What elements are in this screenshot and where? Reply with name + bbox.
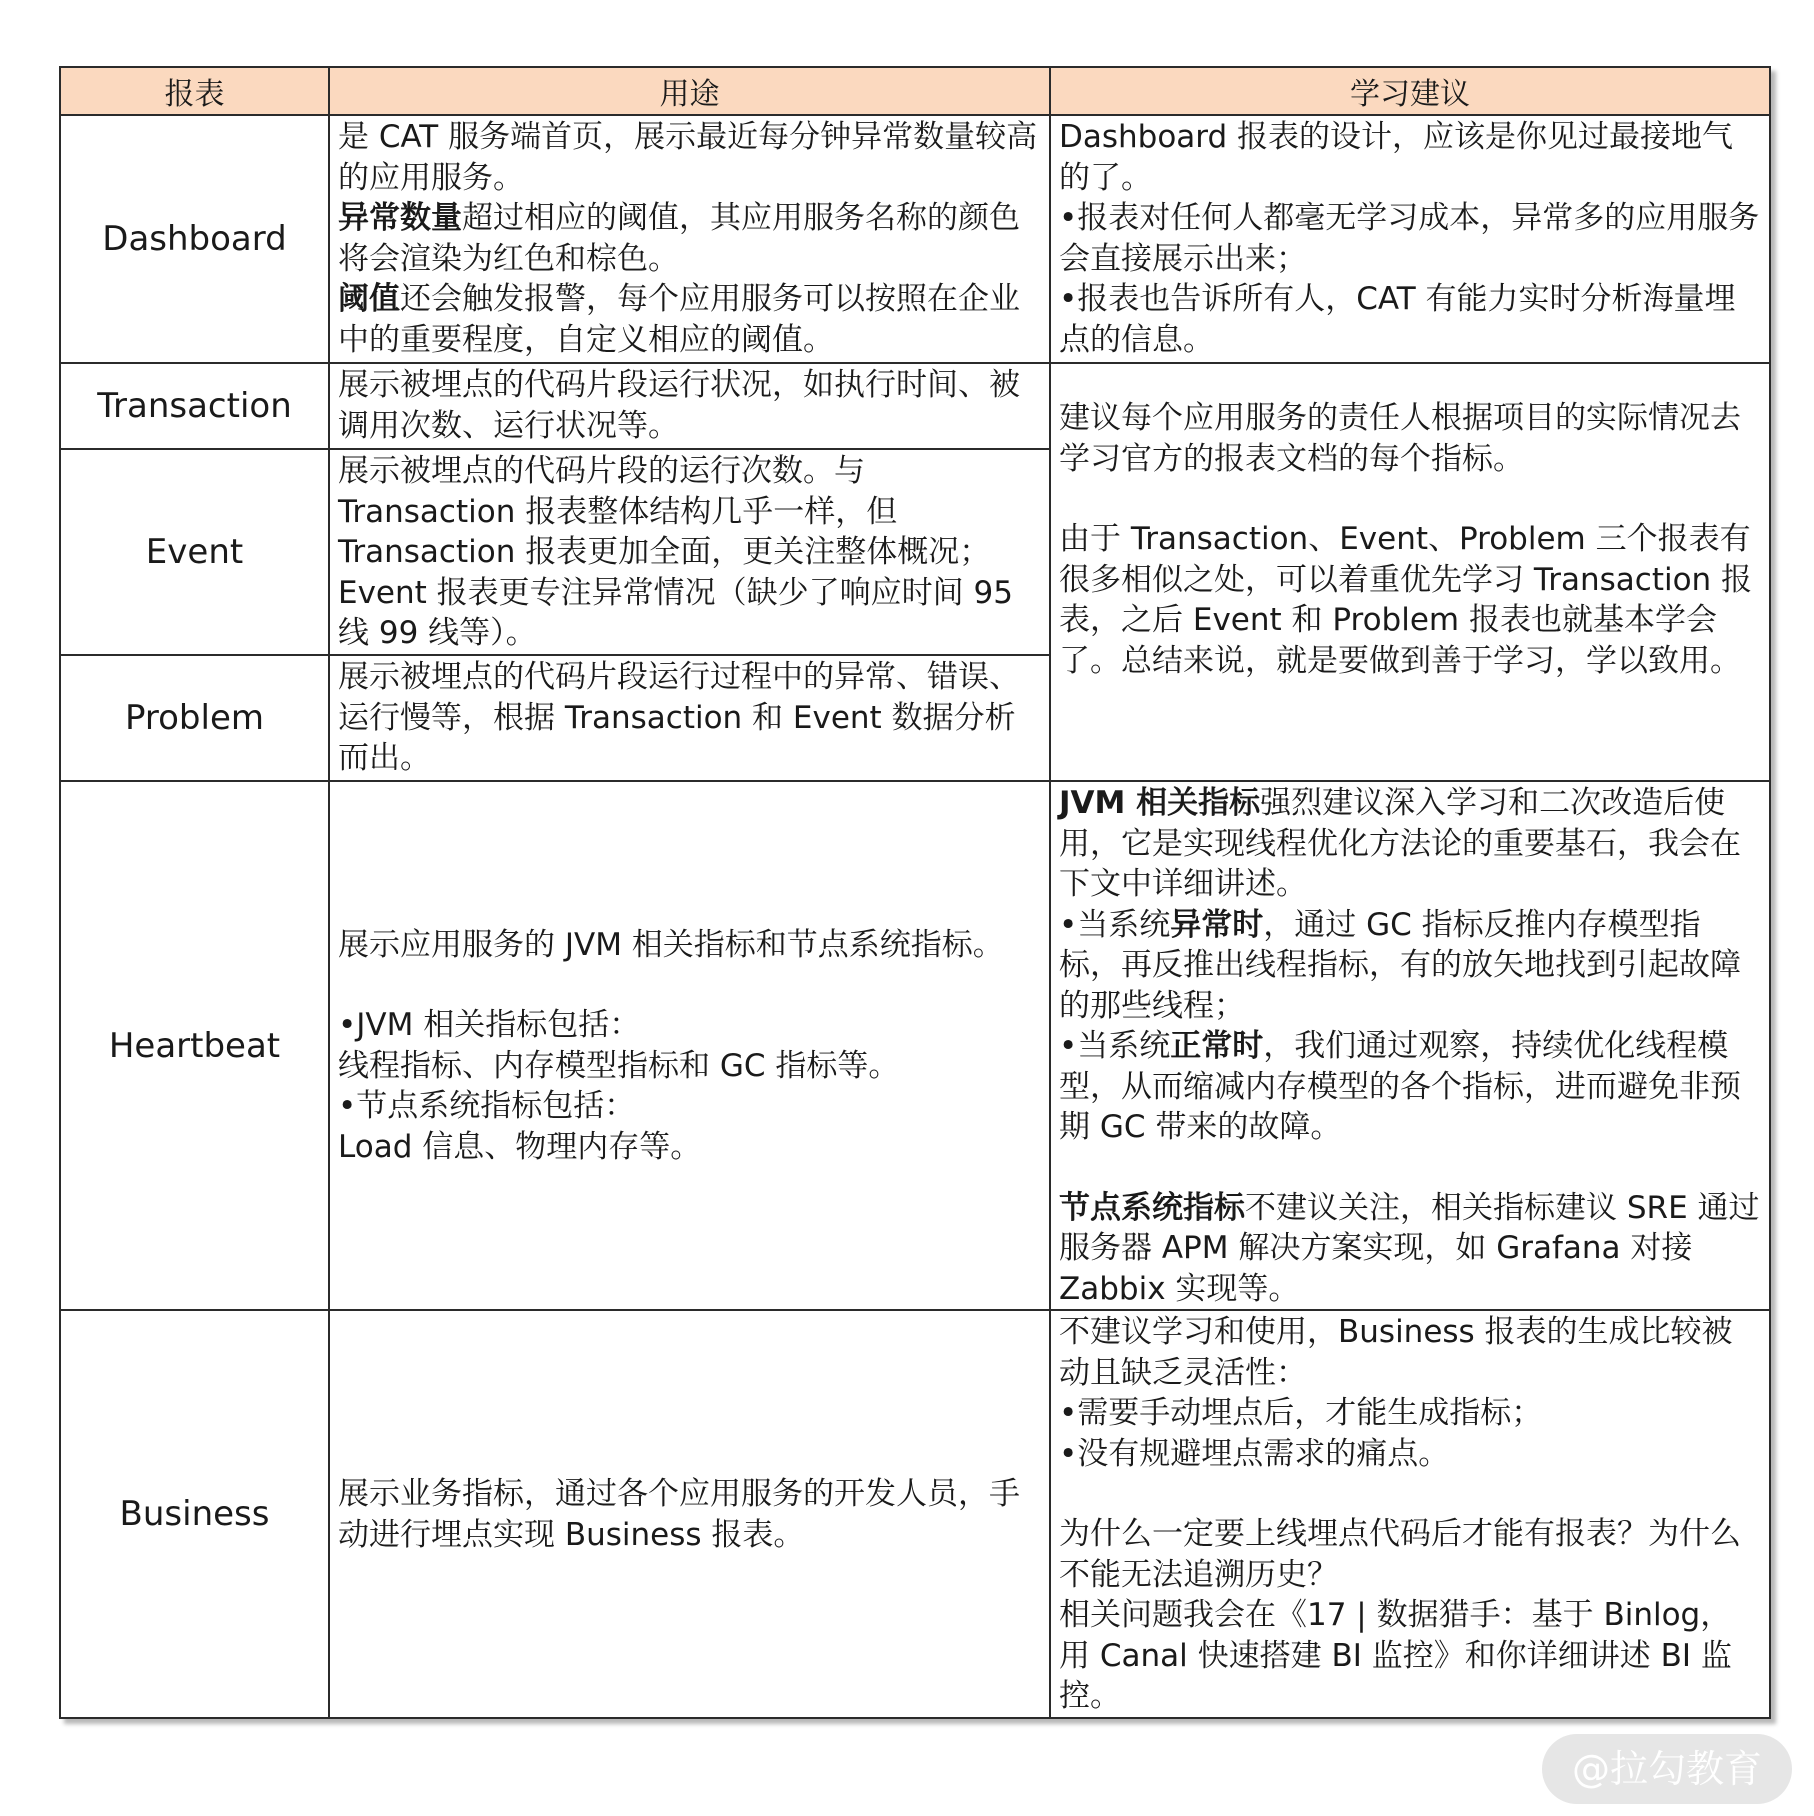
advice-dashboard-p2: •报表对任何人都毫无学习成本，异常多的应用服务会直接展示出来； bbox=[1059, 200, 1760, 277]
report-name-dashboard: Dashboard bbox=[60, 115, 329, 363]
advice-business-p5: 相关问题我会在《17 | 数据猎手：基于 Binlog，用 Canal 快速搭建 BI 监控》和你详细讲述 BI 监控。 bbox=[1059, 1597, 1732, 1714]
usage-transaction: 展示被埋点的代码片段运行状况，如执行时间、被调用次数、运行状况等。 bbox=[329, 363, 1050, 449]
advice-heartbeat-p2: •当系统异常时，通过 GC 指标反推内存模型指标，再反推出线程指标，有的放矢地找到引起故障的那些线程； bbox=[1059, 906, 1741, 1024]
bold-abnormal-count: 异常数量 bbox=[338, 200, 462, 236]
usage-dashboard-p2: 异常数量超过相应的阈值，其应用服务名称的颜色将会渲染为红色和棕色。 bbox=[338, 200, 1020, 277]
group-advice-p1: 建议每个应用服务的责任人根据项目的实际情况去学习官方的报表文档的每个指标。 bbox=[1059, 400, 1741, 477]
table-row-dashboard bbox=[60, 115, 1770, 363]
report-name-heartbeat: Heartbeat bbox=[60, 781, 329, 1310]
usage-dashboard-p1: 是 CAT 服务端首页，展示最近每分钟异常数量较高的应用服务。 bbox=[338, 119, 1038, 196]
usage-business: 展示业务指标，通过各个应用服务的开发人员，手动进行埋点实现 Business 报表。 bbox=[329, 1310, 1050, 1718]
advice-business-p2: •需要手动埋点后，才能生成指标； bbox=[1059, 1395, 1543, 1431]
bold-node-metrics: 节点系统指标 bbox=[1059, 1189, 1245, 1226]
usage-event bbox=[329, 449, 1050, 655]
table-row-heartbeat bbox=[60, 781, 1770, 1310]
header-report: 报表 bbox=[60, 67, 329, 115]
header-row bbox=[60, 67, 1770, 115]
usage-dashboard bbox=[329, 115, 1050, 363]
report-name-transaction: Transaction bbox=[60, 363, 329, 449]
bold-threshold: 阈值 bbox=[338, 281, 400, 317]
usage-event-p2: Event 报表更专注异常情况（缺少了响应时间 95 线 99 线等）。 bbox=[338, 574, 1023, 651]
advice-transaction-event-problem bbox=[1050, 363, 1770, 781]
usage-heartbeat-p5: Load 信息、物理内存等。 bbox=[338, 1128, 702, 1165]
table-row-business bbox=[60, 1310, 1770, 1718]
group-advice-p2: 由于 Transaction、Event、Problem 三个报表有很多相似之处，可以着重优先学习 Transaction 报表，之后 Event 和 Problem 报表也就基本学会了。总结来说，就是要做到善于学习，学以致用。 bbox=[1059, 521, 1753, 679]
watermark: @拉勾教育 bbox=[1542, 1734, 1792, 1804]
bold-abnormal-time: 异常时 bbox=[1170, 906, 1264, 943]
advice-heartbeat-p4: 节点系统指标不建议关注，相关指标建议 SRE 通过服务器 APM 解决方案实现，如 Grafana 对接 Zabbix 实现等。 bbox=[1059, 1189, 1760, 1307]
report-table bbox=[59, 66, 1771, 1719]
advice-business-p3: •没有规避埋点需求的痛点。 bbox=[1059, 1435, 1450, 1472]
header-advice: 学习建议 bbox=[1050, 67, 1770, 115]
advice-dashboard-p1: Dashboard 报表的设计，应该是你见过最接地气的了。 bbox=[1059, 119, 1734, 196]
usage-problem: 展示被埋点的代码片段运行过程中的异常、错误、运行慢等，根据 Transaction 和 Event 数据分析而出。 bbox=[329, 655, 1050, 781]
advice-heartbeat-p3: •当系统正常时，我们通过观察，持续优化线程模型，从而缩减内存模型的各个指标，进而避免非预期 GC 带来的故障。 bbox=[1059, 1028, 1741, 1145]
report-name-business: Business bbox=[60, 1310, 329, 1718]
bold-normal-time: 正常时 bbox=[1170, 1028, 1264, 1064]
advice-business-p1: 不建议学习和使用，Business 报表的生成比较被动且缺乏灵活性： bbox=[1059, 1314, 1733, 1391]
advice-dashboard-p3: •报表也告诉所有人，CAT 有能力实时分析海量埋点的信息。 bbox=[1059, 281, 1736, 358]
usage-event-p1: 展示被埋点的代码片段的运行次数。与 Transaction 报表整体结构几乎一样，但 Transaction 报表更加全面，更关注整体概况； bbox=[338, 453, 991, 570]
bold-jvm-metrics: JVM 相关指标 bbox=[1059, 785, 1261, 821]
advice-business-p4: 为什么一定要上线埋点代码后才能有报表？为什么不能无法追溯历史？ bbox=[1059, 1516, 1741, 1593]
report-name-event: Event bbox=[60, 449, 329, 655]
usage-heartbeat-p3: 线程指标、内存模型指标和 GC 指标等。 bbox=[338, 1047, 900, 1084]
advice-business bbox=[1050, 1310, 1770, 1718]
usage-heartbeat-p4: •节点系统指标包括： bbox=[338, 1088, 636, 1125]
advice-dashboard bbox=[1050, 115, 1770, 363]
table-row-transaction bbox=[60, 363, 1770, 449]
usage-heartbeat-p1: 展示应用服务的 JVM 相关指标和节点系统指标。 bbox=[338, 926, 1004, 963]
header-usage: 用途 bbox=[329, 67, 1050, 115]
advice-heartbeat bbox=[1050, 781, 1770, 1310]
usage-dashboard-p3: 阈值还会触发报警，每个应用服务可以按照在企业中的重要程度，自定义相应的阈值。 bbox=[338, 281, 1020, 358]
usage-heartbeat bbox=[329, 781, 1050, 1310]
advice-heartbeat-p1: JVM 相关指标强烈建议深入学习和二次改造后使用，它是实现线程优化方法论的重要基石，我会在下文中详细讲述。 bbox=[1059, 785, 1741, 902]
usage-heartbeat-p2: •JVM 相关指标包括： bbox=[338, 1007, 641, 1044]
report-name-problem: Problem bbox=[60, 655, 329, 781]
